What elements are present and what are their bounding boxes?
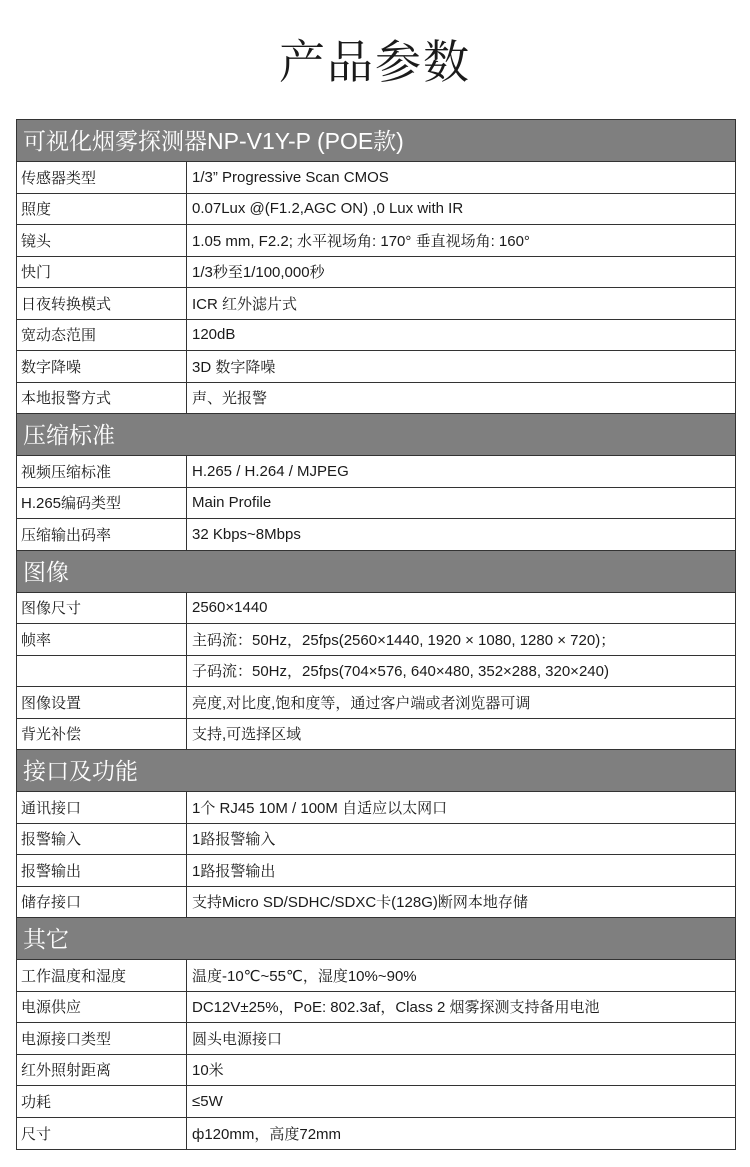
spec-value: 支持Micro SD/SDHC/SDXC卡(128G)断网本地存储	[192, 894, 528, 912]
spec-label: 尺寸	[17, 1118, 187, 1150]
spec-value: 圆头电源接口	[192, 1030, 283, 1048]
spec-value: 1/3” Progressive Scan CMOS	[192, 168, 389, 186]
spec-label: 宽动态范围	[17, 320, 187, 351]
spec-row	[17, 824, 735, 856]
spec-row	[17, 960, 735, 992]
spec-row	[17, 320, 735, 352]
spec-row	[17, 1118, 735, 1150]
spec-value: 1个 RJ45 10M / 100M 自适应以太网口	[192, 799, 448, 817]
spec-row	[17, 992, 735, 1024]
spec-label: 图像尺寸	[17, 593, 187, 624]
spec-value: 1.05 mm, F2.2; 水平视场角: 170° 垂直视场角: 160°	[192, 232, 530, 250]
spec-label: 红外照射距离	[17, 1055, 187, 1086]
spec-row	[17, 162, 735, 194]
spec-row	[17, 593, 735, 625]
spec-label: 数字降噪	[17, 351, 187, 382]
spec-label: 帧率	[17, 624, 187, 655]
spec-value: ICR 红外滤片式	[192, 295, 298, 313]
spec-label: 日夜转换模式	[17, 288, 187, 319]
spec-row	[17, 288, 735, 320]
spec-value: 1/3秒至1/100,000秒	[192, 264, 325, 282]
spec-label: 传感器类型	[17, 162, 187, 193]
spec-label: 功耗	[17, 1086, 187, 1117]
spec-value: 32 Kbps~8Mbps	[192, 525, 301, 543]
spec-row	[17, 225, 735, 257]
spec-row	[17, 257, 735, 289]
spec-row	[17, 351, 735, 383]
spec-label	[17, 656, 187, 687]
spec-label: H.265编码类型	[17, 488, 187, 519]
spec-value: 120dB	[192, 326, 236, 344]
spec-value: 主码流：50Hz，25fps(2560×1440, 1920 × 1080, 1280 × 720)；	[192, 631, 616, 649]
spec-value: 0.07Lux @(F1.2,AGC ON) ,0 Lux with IR	[192, 200, 464, 218]
spec-label: 照度	[17, 194, 187, 225]
spec-value: 10米	[192, 1062, 224, 1080]
spec-row	[17, 687, 735, 719]
spec-label: 压缩输出码率	[17, 519, 187, 550]
spec-value: Main Profile	[192, 494, 272, 512]
section-header: 图像	[17, 551, 735, 593]
spec-row	[17, 456, 735, 488]
spec-value: H.265 / H.264 / MJPEG	[192, 462, 349, 480]
spec-value: 1路报警输入	[192, 831, 276, 849]
spec-label: 报警输出	[17, 855, 187, 886]
spec-row	[17, 887, 735, 919]
spec-label: 报警输入	[17, 824, 187, 855]
spec-value: DC12V±25%，PoE: 802.3af，Class 2 烟雾探测支持备用电池	[192, 999, 600, 1017]
spec-label: 电源供应	[17, 992, 187, 1023]
spec-row	[17, 792, 735, 824]
spec-row	[17, 1055, 735, 1087]
spec-row	[17, 1086, 735, 1118]
spec-row	[17, 194, 735, 226]
spec-row	[17, 624, 735, 656]
spec-row	[17, 1023, 735, 1055]
spec-value: 3D 数字降噪	[192, 358, 276, 376]
spec-value: 1路报警输出	[192, 862, 276, 880]
spec-label: 背光补偿	[17, 719, 187, 750]
spec-label: 工作温度和湿度	[17, 960, 187, 991]
spec-label: 图像设置	[17, 687, 187, 718]
spec-value: 温度-10℃~55℃，湿度10%~90%	[192, 967, 417, 985]
section-header: 其它	[17, 918, 735, 960]
spec-row	[17, 519, 735, 551]
spec-label: 通讯接口	[17, 792, 187, 823]
spec-row	[17, 488, 735, 520]
spec-label: 视频压缩标准	[17, 456, 187, 487]
spec-label: 本地报警方式	[17, 383, 187, 414]
spec-row	[17, 656, 735, 688]
page-title: 产品参数	[279, 36, 471, 88]
spec-value: ≤5W	[192, 1092, 223, 1110]
section-header: 可视化烟雾探测器NP-V1Y-P (POE款)	[17, 120, 735, 162]
spec-value: 支持,可选择区域	[192, 726, 302, 744]
spec-value: 2560×1440	[192, 599, 268, 617]
spec-row	[17, 855, 735, 887]
spec-label: 快门	[17, 257, 187, 288]
spec-label: 镜头	[17, 225, 187, 256]
spec-table	[16, 119, 736, 1150]
spec-value: ф120mm，高度72mm	[192, 1125, 342, 1143]
spec-value: 声、光报警	[192, 390, 268, 408]
spec-label: 储存接口	[17, 887, 187, 918]
spec-row	[17, 719, 735, 751]
spec-label: 电源接口类型	[17, 1023, 187, 1054]
spec-value: 子码流：50Hz，25fps(704×576, 640×480, 352×288, 320×240)	[192, 663, 609, 681]
spec-value: 亮度,对比度,饱和度等，通过客户端或者浏览器可调	[192, 694, 531, 712]
section-header: 压缩标准	[17, 414, 735, 456]
spec-row	[17, 383, 735, 415]
section-header: 接口及功能	[17, 750, 735, 792]
